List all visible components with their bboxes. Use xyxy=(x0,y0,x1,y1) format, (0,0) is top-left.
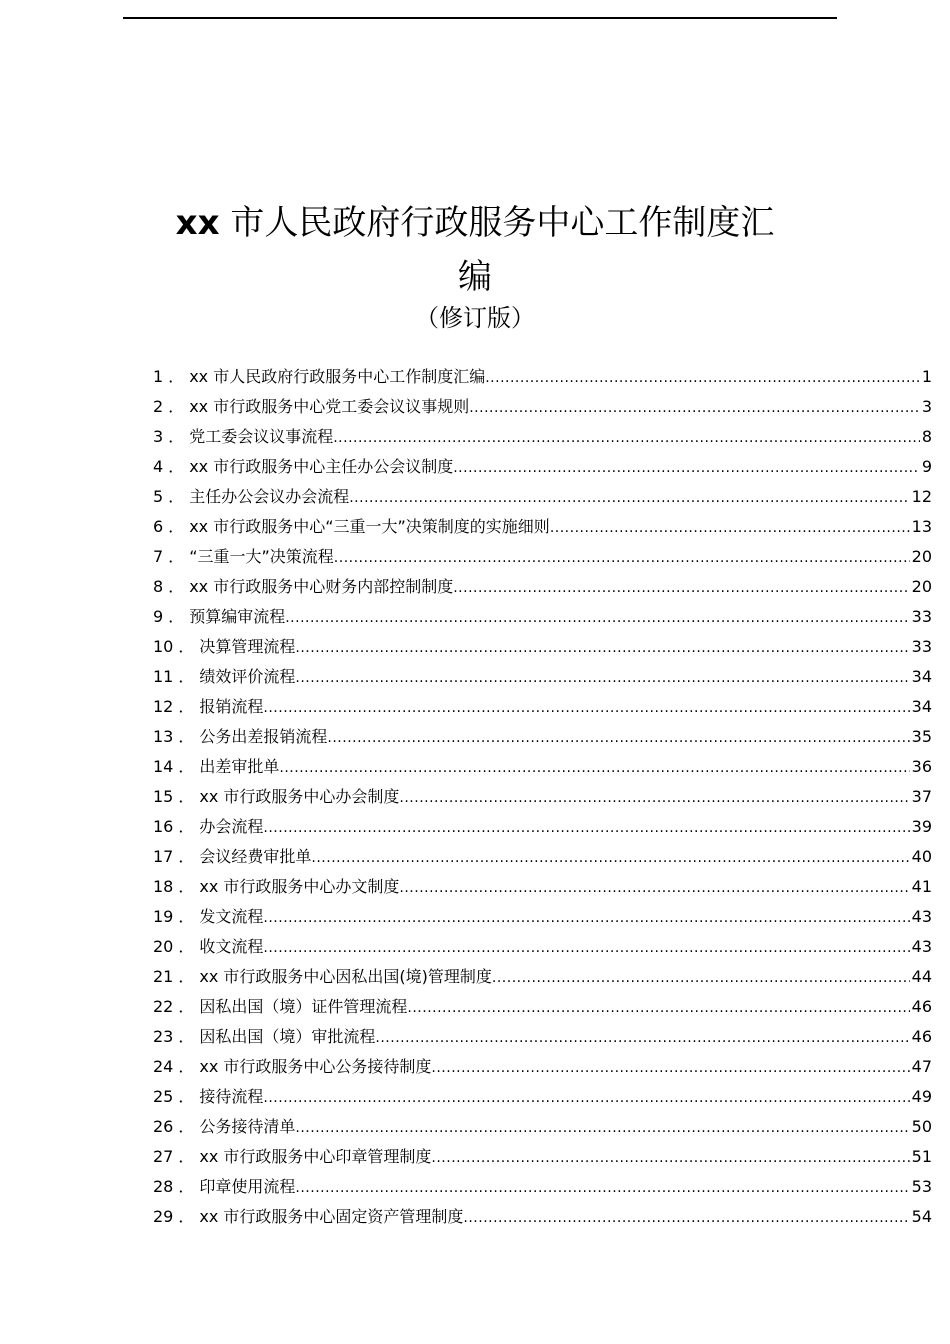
toc-dot-leader xyxy=(469,393,920,423)
toc-entry-separator: ． xyxy=(168,457,185,476)
toc-entry-page: 20 xyxy=(911,547,932,566)
toc-entry[interactable] xyxy=(153,932,932,962)
toc-dot-leader xyxy=(334,543,910,573)
toc-entry[interactable] xyxy=(153,872,932,902)
toc-entry-title: 发文流程 xyxy=(199,907,264,926)
toc-entry-page: 39 xyxy=(911,817,932,836)
toc-entry-separator: ． xyxy=(168,487,185,506)
toc-entry-page: 3 xyxy=(921,397,932,416)
toc-dot-leader xyxy=(399,783,909,813)
toc-entry-number: 7 xyxy=(153,547,164,566)
title-line-1 xyxy=(0,196,950,250)
toc-entry-page: 36 xyxy=(911,757,932,776)
toc-entry[interactable] xyxy=(153,782,932,812)
toc-entry-page: 1 xyxy=(921,367,932,386)
toc-entry[interactable] xyxy=(153,962,932,992)
toc-entry-separator: ． xyxy=(178,757,195,776)
toc-entry-title: 公务接待清单 xyxy=(199,1117,296,1136)
toc-entry-separator: ． xyxy=(178,847,195,866)
toc-entry-page: 35 xyxy=(911,727,932,746)
toc-entry-page: 33 xyxy=(911,607,932,626)
toc-entry-title: 出差审批单 xyxy=(199,757,280,776)
toc-entry-separator: ． xyxy=(178,1087,195,1106)
toc-entry-number: 14 xyxy=(153,757,174,776)
toc-entry-page: 53 xyxy=(911,1177,932,1196)
toc-dot-leader xyxy=(279,753,909,783)
toc-dot-leader xyxy=(311,843,909,873)
toc-entry-number: 5 xyxy=(153,487,164,506)
toc-entry[interactable] xyxy=(153,422,932,452)
toc-entry-number: 28 xyxy=(153,1177,174,1196)
toc-entry-page: 51 xyxy=(911,1147,932,1166)
toc-entry-separator: ． xyxy=(168,517,185,536)
toc-entry[interactable] xyxy=(153,482,932,512)
toc-entry-number: 26 xyxy=(153,1117,174,1136)
toc-dot-leader xyxy=(349,483,909,513)
toc-entry[interactable] xyxy=(153,512,932,542)
toc-entry-number: 3 xyxy=(153,427,164,446)
toc-entry-title: 决算管理流程 xyxy=(199,637,296,656)
toc-entry-page: 8 xyxy=(921,427,932,446)
toc-dot-leader xyxy=(407,993,909,1023)
toc-entry-title: xx 市行政服务中心主任办公会议制度 xyxy=(189,457,454,476)
toc-entry-number: 10 xyxy=(153,637,174,656)
toc-entry-separator: ． xyxy=(178,1147,195,1166)
toc-entry-separator: ． xyxy=(178,1057,195,1076)
toc-entry-number: 6 xyxy=(153,517,164,536)
title-main: 市人民政府行政服务中心工作制度汇 xyxy=(219,203,775,243)
toc-entry-title: “三重一大”决策流程 xyxy=(189,547,334,566)
toc-dot-leader xyxy=(327,723,909,753)
toc-entry-separator: ． xyxy=(178,907,195,926)
toc-entry-number: 4 xyxy=(153,457,164,476)
header-rule xyxy=(123,17,837,19)
toc-dot-leader xyxy=(550,513,910,543)
title-prefix: xx xyxy=(175,203,220,243)
toc-entry-separator: ． xyxy=(168,427,185,446)
toc-entry-page: 50 xyxy=(911,1117,932,1136)
toc-entry-page: 44 xyxy=(911,967,932,986)
toc-entry-number: 27 xyxy=(153,1147,174,1166)
toc-entry-separator: ． xyxy=(178,1027,195,1046)
toc-entry-page: 54 xyxy=(911,1207,932,1226)
toc-entry-title: xx 市行政服务中心办文制度 xyxy=(199,877,400,896)
toc-entry[interactable] xyxy=(153,542,932,572)
toc-entry-separator: ． xyxy=(178,667,195,686)
toc-entry-separator: ． xyxy=(178,727,195,746)
toc-entry-separator: ． xyxy=(178,1117,195,1136)
toc-entry-number: 22 xyxy=(153,997,174,1016)
toc-entry-page: 43 xyxy=(911,937,932,956)
toc-entry[interactable] xyxy=(153,392,932,422)
toc-entry-page: 34 xyxy=(911,697,932,716)
toc-entry-separator: ． xyxy=(178,697,195,716)
toc-entry[interactable] xyxy=(153,452,932,482)
toc-entry[interactable] xyxy=(153,1142,932,1172)
table-of-contents xyxy=(153,362,932,1232)
toc-entry-separator: ． xyxy=(168,547,185,566)
toc-entry-separator: ． xyxy=(178,637,195,656)
toc-entry[interactable] xyxy=(153,902,932,932)
toc-entry-title: xx 市行政服务中心党工委会议议事规则 xyxy=(189,397,470,416)
toc-entry-number: 11 xyxy=(153,667,174,686)
toc-entry-title: 主任办公会议办会流程 xyxy=(189,487,350,506)
toc-entry[interactable] xyxy=(153,662,932,692)
toc-entry-page: 41 xyxy=(911,877,932,896)
toc-entry-number: 19 xyxy=(153,907,174,926)
toc-entry[interactable] xyxy=(153,1052,932,1082)
toc-dot-leader xyxy=(399,873,909,903)
toc-entry-number: 24 xyxy=(153,1057,174,1076)
toc-entry-title: 接待流程 xyxy=(199,1087,264,1106)
toc-entry[interactable] xyxy=(153,812,932,842)
title-line-2: 编 xyxy=(458,257,492,297)
toc-entry-separator: ． xyxy=(168,397,185,416)
toc-dot-leader xyxy=(453,453,920,483)
toc-entry[interactable] xyxy=(153,1172,932,1202)
toc-dot-leader xyxy=(263,903,909,933)
toc-dot-leader xyxy=(295,1113,909,1143)
toc-entry-page: 34 xyxy=(911,667,932,686)
toc-entry[interactable] xyxy=(153,1112,932,1142)
toc-dot-leader xyxy=(492,963,910,993)
toc-entry-separator: ． xyxy=(178,937,195,956)
toc-entry-title: xx 市行政服务中心固定资产管理制度 xyxy=(199,1207,464,1226)
toc-entry[interactable] xyxy=(153,1082,932,1112)
toc-entry-number: 16 xyxy=(153,817,174,836)
toc-entry[interactable] xyxy=(153,1202,932,1232)
toc-entry[interactable] xyxy=(153,362,932,392)
toc-dot-leader xyxy=(263,813,909,843)
toc-entry-number: 18 xyxy=(153,877,174,896)
toc-entry-title: xx 市行政服务中心办会制度 xyxy=(199,787,400,806)
toc-entry-page: 33 xyxy=(911,637,932,656)
toc-entry[interactable] xyxy=(153,602,932,632)
toc-entry-number: 9 xyxy=(153,607,164,626)
toc-dot-leader xyxy=(463,1203,909,1233)
toc-entry-number: 12 xyxy=(153,697,174,716)
toc-entry-title: 党工委会议议事流程 xyxy=(189,427,334,446)
toc-entry-page: 46 xyxy=(911,1027,932,1046)
toc-entry-title: 会议经费审批单 xyxy=(199,847,312,866)
toc-dot-leader xyxy=(263,693,909,723)
toc-entry-separator: ． xyxy=(178,817,195,836)
toc-entry[interactable] xyxy=(153,992,932,1022)
toc-entry[interactable] xyxy=(153,572,932,602)
toc-entry[interactable] xyxy=(153,1022,932,1052)
toc-entry-title: 办会流程 xyxy=(199,817,264,836)
toc-entry-title: 印章使用流程 xyxy=(199,1177,296,1196)
document-subtitle: （修订版） xyxy=(415,304,535,332)
toc-entry-separator: ． xyxy=(178,877,195,896)
toc-entry-title: 公务出差报销流程 xyxy=(199,727,328,746)
toc-dot-leader xyxy=(453,573,909,603)
toc-dot-leader xyxy=(263,933,909,963)
toc-entry-page: 37 xyxy=(911,787,932,806)
toc-entry-title: xx 市人民政府行政服务中心工作制度汇编 xyxy=(189,367,486,386)
toc-entry[interactable] xyxy=(153,632,932,662)
toc-entry-title: 预算编审流程 xyxy=(189,607,286,626)
toc-entry-title: 因私出国（境）审批流程 xyxy=(199,1027,376,1046)
toc-entry-page: 46 xyxy=(911,997,932,1016)
toc-entry-separator: ． xyxy=(178,787,195,806)
toc-entry-title: 因私出国（境）证件管理流程 xyxy=(199,997,408,1016)
toc-entry-title: xx 市行政服务中心印章管理制度 xyxy=(199,1147,432,1166)
toc-entry-separator: ． xyxy=(178,1177,195,1196)
toc-entry-number: 15 xyxy=(153,787,174,806)
toc-dot-leader xyxy=(295,633,909,663)
toc-entry-page: 47 xyxy=(911,1057,932,1076)
toc-dot-leader xyxy=(295,663,909,693)
toc-entry-title: 收文流程 xyxy=(199,937,264,956)
toc-entry-number: 29 xyxy=(153,1207,174,1226)
toc-entry-title: 报销流程 xyxy=(199,697,264,716)
toc-entry-number: 1 xyxy=(153,367,164,386)
toc-entry-title: xx 市行政服务中心财务内部控制制度 xyxy=(189,577,454,596)
toc-entry-number: 23 xyxy=(153,1027,174,1046)
toc-entry-number: 13 xyxy=(153,727,174,746)
toc-dot-leader xyxy=(431,1143,909,1173)
toc-entry-number: 8 xyxy=(153,577,164,596)
toc-entry-separator: ． xyxy=(168,577,185,596)
toc-dot-leader xyxy=(375,1023,909,1053)
toc-entry-number: 2 xyxy=(153,397,164,416)
toc-entry-number: 17 xyxy=(153,847,174,866)
toc-entry-page: 20 xyxy=(911,577,932,596)
toc-entry-title: xx 市行政服务中心因私出国(境)管理制度 xyxy=(199,967,492,986)
document-title xyxy=(0,196,950,304)
toc-entry-separator: ． xyxy=(178,997,195,1016)
toc-entry-page: 43 xyxy=(911,907,932,926)
toc-dot-leader xyxy=(485,363,920,393)
toc-entry-page: 13 xyxy=(911,517,932,536)
toc-entry-number: 20 xyxy=(153,937,174,956)
toc-entry[interactable] xyxy=(153,692,932,722)
toc-entry-separator: ． xyxy=(178,1207,195,1226)
toc-entry-page: 40 xyxy=(911,847,932,866)
toc-entry-title: xx 市行政服务中心“三重一大”决策制度的实施细则 xyxy=(189,517,550,536)
toc-entry-separator: ． xyxy=(178,967,195,986)
toc-entry[interactable] xyxy=(153,842,932,872)
toc-entry[interactable] xyxy=(153,722,932,752)
toc-entry[interactable] xyxy=(153,752,932,782)
toc-dot-leader xyxy=(333,423,920,453)
toc-dot-leader xyxy=(431,1053,909,1083)
toc-entry-separator: ． xyxy=(168,607,185,626)
toc-entry-page: 49 xyxy=(911,1087,932,1106)
toc-dot-leader xyxy=(295,1173,909,1203)
toc-entry-page: 9 xyxy=(921,457,932,476)
toc-entry-number: 25 xyxy=(153,1087,174,1106)
toc-dot-leader xyxy=(263,1083,909,1113)
toc-entry-separator: ． xyxy=(168,367,185,386)
toc-entry-page: 12 xyxy=(911,487,932,506)
toc-entry-number: 21 xyxy=(153,967,174,986)
toc-dot-leader xyxy=(285,603,909,633)
toc-entry-title: xx 市行政服务中心公务接待制度 xyxy=(199,1057,432,1076)
toc-entry-title: 绩效评价流程 xyxy=(199,667,296,686)
